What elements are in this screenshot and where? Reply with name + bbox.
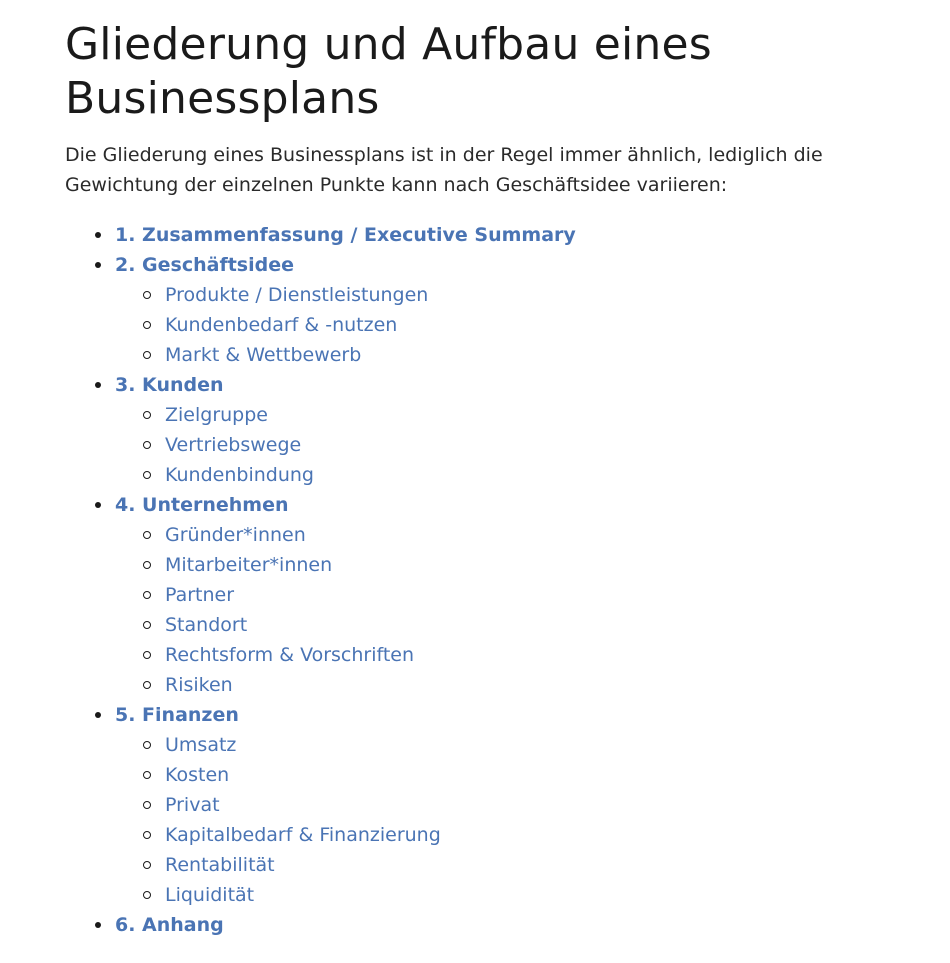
bullet-icon (95, 262, 101, 268)
toc-subitem (115, 610, 930, 640)
circle-bullet-icon (143, 471, 151, 479)
toc-subitem-link[interactable]: Umsatz (165, 734, 237, 756)
toc-subitem (115, 640, 930, 670)
toc-subitem (115, 760, 930, 790)
circle-bullet-icon (143, 591, 151, 599)
circle-bullet-icon (143, 861, 151, 869)
toc-subitem-link[interactable]: Rechtsform & Vorschriften (165, 644, 415, 666)
toc-subitem-link[interactable]: Kundenbedarf & -nutzen (165, 314, 398, 336)
toc-section-link[interactable]: 2. Geschäftsidee (115, 254, 294, 276)
toc-subitem (115, 850, 930, 880)
toc-section (65, 910, 930, 940)
circle-bullet-icon (143, 891, 151, 899)
toc-section-link[interactable]: 3. Kunden (115, 374, 224, 396)
circle-bullet-icon (143, 291, 151, 299)
toc-subitem (115, 580, 930, 610)
toc-subitem-link[interactable]: Gründer*innen (165, 524, 306, 546)
toc-subitem (115, 430, 930, 460)
toc-subitem-link[interactable]: Markt & Wettbewerb (165, 344, 362, 366)
toc-subitem (115, 400, 930, 430)
toc-subitem-link[interactable]: Mitarbeiter*innen (165, 554, 333, 576)
circle-bullet-icon (143, 561, 151, 569)
toc-subitem (115, 730, 930, 760)
circle-bullet-icon (143, 411, 151, 419)
toc-section (65, 220, 930, 250)
circle-bullet-icon (143, 681, 151, 689)
circle-bullet-icon (143, 321, 151, 329)
toc-subitem (115, 280, 930, 310)
toc-subitem-link[interactable]: Privat (165, 794, 220, 816)
toc-subitem-link[interactable]: Rentabilität (165, 854, 275, 876)
toc-subitem (115, 880, 930, 910)
toc-section-link[interactable]: 1. Zusammenfassung / Executive Summary (115, 224, 576, 246)
toc-sublist (115, 520, 930, 700)
toc-section-link[interactable]: 5. Finanzen (115, 704, 239, 726)
toc-subitem-link[interactable]: Kosten (165, 764, 230, 786)
circle-bullet-icon (143, 741, 151, 749)
toc-sublist (115, 730, 930, 910)
toc-subitem (115, 670, 930, 700)
circle-bullet-icon (143, 771, 151, 779)
toc-subitem (115, 520, 930, 550)
intro-paragraph: Die Gliederung eines Businessplans ist in der Regel immer ähnlich, lediglich die Gewichtung der einzelnen Punkte kann nach Geschäftsidee variieren: (65, 144, 823, 196)
toc-section-link[interactable]: 4. Unternehmen (115, 494, 289, 516)
circle-bullet-icon (143, 351, 151, 359)
circle-bullet-icon (143, 441, 151, 449)
toc-subitem (115, 790, 930, 820)
toc-subitem (115, 340, 930, 370)
circle-bullet-icon (143, 801, 151, 809)
toc-subitem-link[interactable]: Standort (165, 614, 248, 636)
page-title: Gliederung und Aufbau eines Businessplans (65, 19, 712, 124)
toc-subitem-link[interactable]: Kundenbindung (165, 464, 314, 486)
toc-subitem (115, 460, 930, 490)
bullet-icon (95, 232, 101, 238)
toc-section (65, 250, 930, 370)
toc-subitem-link[interactable]: Vertriebswege (165, 434, 302, 456)
toc-subitem-link[interactable]: Partner (165, 584, 235, 606)
toc-subitem-link[interactable]: Produkte / Dienstleistungen (165, 284, 429, 306)
toc-section (65, 700, 930, 910)
circle-bullet-icon (143, 831, 151, 839)
bullet-icon (95, 502, 101, 508)
bullet-icon (95, 382, 101, 388)
toc-subitem-link[interactable]: Kapitalbedarf & Finanzierung (165, 824, 441, 846)
toc-subitem-link[interactable]: Risiken (165, 674, 233, 696)
circle-bullet-icon (143, 651, 151, 659)
bullet-icon (95, 922, 101, 928)
toc-subitem-link[interactable]: Liquidität (165, 884, 255, 906)
toc-sublist (115, 280, 930, 370)
table-of-contents (65, 220, 930, 940)
bullet-icon (95, 712, 101, 718)
circle-bullet-icon (143, 531, 151, 539)
toc-subitem (115, 310, 930, 340)
circle-bullet-icon (143, 621, 151, 629)
toc-subitem (115, 820, 930, 850)
toc-subitem (115, 550, 930, 580)
toc-section (65, 490, 930, 700)
toc-subitem-link[interactable]: Zielgruppe (165, 404, 268, 426)
toc-section-link[interactable]: 6. Anhang (115, 914, 224, 936)
toc-section (65, 370, 930, 490)
toc-sublist (115, 400, 930, 490)
